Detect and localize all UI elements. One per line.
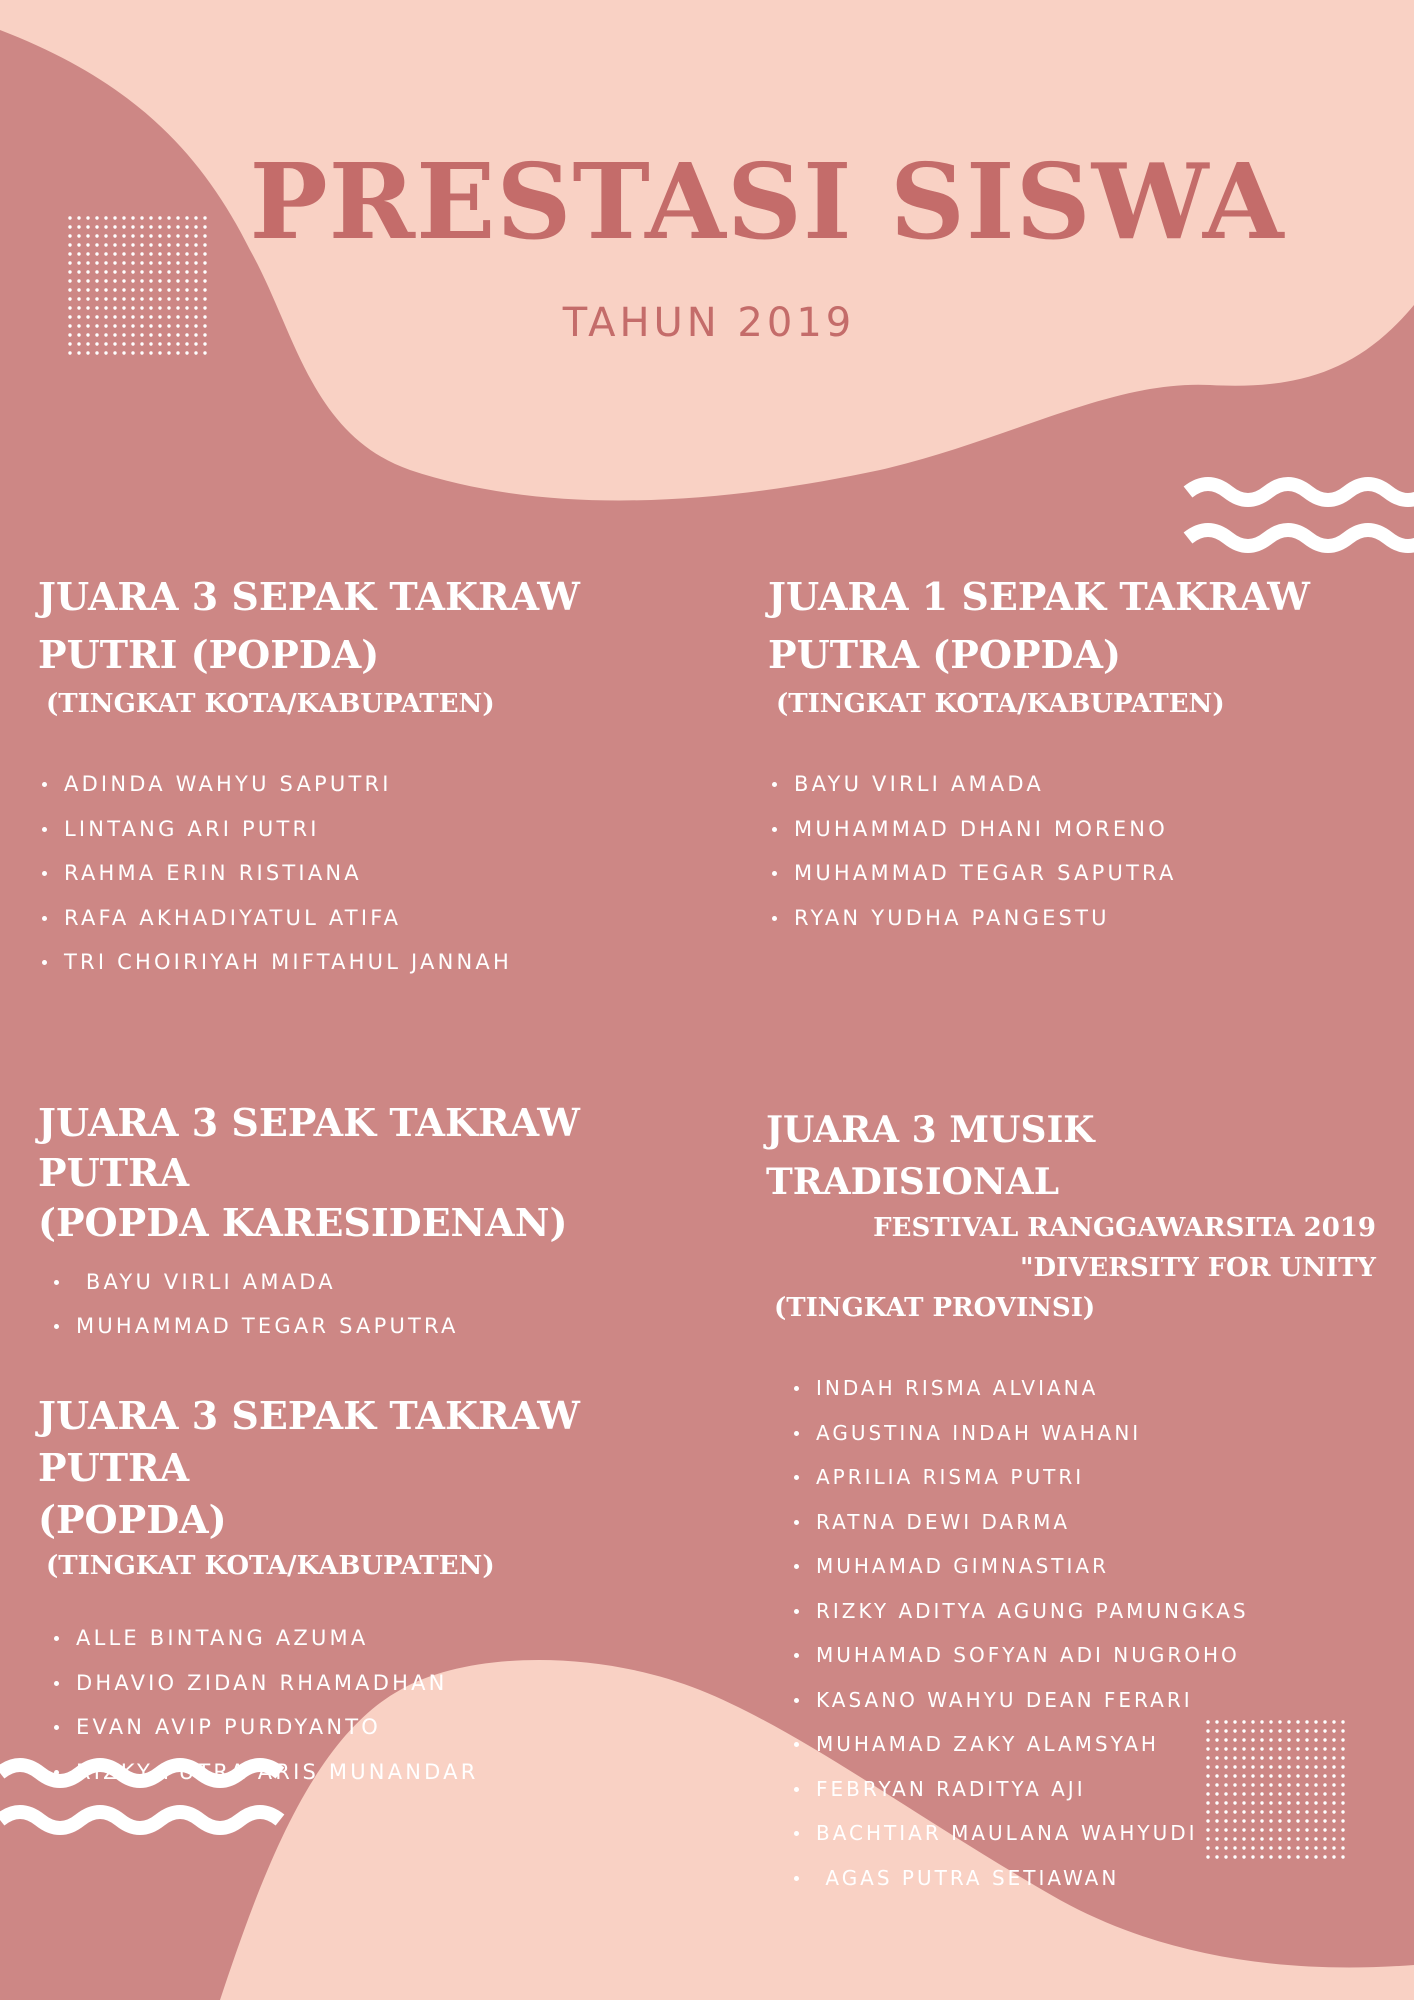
page-title: PRESTASI SISWA — [249, 140, 1285, 263]
decor-dot — [194, 351, 197, 354]
decor-dot — [77, 288, 80, 291]
section-heading: JUARA 3 MUSIK TRADISIONAL — [766, 1109, 1095, 1203]
list-item: MUHAMMAD TEGAR SAPUTRA — [768, 851, 1388, 896]
section-level: (TINGKAT KOTA/KABUPATEN) — [46, 1551, 495, 1581]
decor-dot — [68, 270, 71, 273]
decor-dot — [104, 270, 107, 273]
decor-dot — [149, 351, 152, 354]
list-item: TRI CHOIRIYAH MIFTAHUL JANNAH — [38, 940, 638, 985]
decor-dot — [140, 279, 143, 282]
decor-dot — [77, 279, 80, 282]
list-item: RIZKY ADITYA AGUNG PAMUNGKAS — [790, 1589, 1356, 1634]
list-item: MUHAMAD ZAKY ALAMSYAH — [790, 1722, 1376, 1767]
list-item: RAFA AKHADIYATUL ATIFA — [38, 896, 638, 941]
decor-dot — [185, 288, 188, 291]
section-heading: JUARA 3 SEPAK TAKRAW PUTRA — [38, 1100, 580, 1195]
list-item: RIZKY PUTRA ARIS MUNANDAR — [50, 1750, 658, 1795]
list-item: KASANO WAHYU DEAN FERARI — [790, 1678, 1376, 1723]
festival-name: FESTIVAL RANGGAWARSITA 2019 — [873, 1213, 1376, 1243]
member-list — [38, 1616, 658, 1794]
decor-dot — [86, 270, 89, 273]
list-item: RYAN YUDHA PANGESTU — [768, 896, 1388, 941]
decor-dot — [185, 351, 188, 354]
decor-dot — [77, 351, 80, 354]
section-heading: PUTRI (POPDA) — [38, 632, 380, 677]
decor-dot — [122, 288, 125, 291]
section-level: (TINGKAT PROVINSI) — [774, 1293, 1096, 1323]
achievement-section-putri-takraw — [38, 568, 638, 985]
decor-dot — [95, 288, 98, 291]
decor-dot — [194, 279, 197, 282]
list-item: BAYU VIRLI AMADA — [768, 762, 1388, 807]
member-list — [38, 762, 638, 985]
decor-dot — [167, 270, 170, 273]
list-item: MUHAMAD GIMNASTIAR — [790, 1544, 1376, 1589]
decor-dot — [203, 288, 206, 291]
list-item: RATNA DEWI DARMA — [790, 1500, 1376, 1545]
section-heading: JUARA 3 SEPAK TAKRAW PUTRA — [38, 1393, 580, 1490]
decor-dot — [203, 279, 206, 282]
list-item: ADINDA WAHYU SAPUTRI — [38, 762, 638, 807]
decor-dot — [86, 351, 89, 354]
decor-dot — [104, 288, 107, 291]
decor-dot — [113, 279, 116, 282]
decor-dot — [176, 279, 179, 282]
decor-dot — [176, 351, 179, 354]
list-item: MUHAMAD SOFYAN ADI NUGROHO — [790, 1633, 1376, 1678]
decor-dot — [122, 351, 125, 354]
list-item: DHAVIO ZIDAN RHAMADHAN — [50, 1661, 658, 1706]
decor-dot — [158, 351, 161, 354]
decor-dot — [149, 270, 152, 273]
list-item: APRILIA RISMA PUTRI — [790, 1455, 1376, 1500]
decor-dot — [68, 279, 71, 282]
decor-dot — [185, 279, 188, 282]
decor-dot — [131, 351, 134, 354]
list-item: INDAH RISMA ALVIANA — [790, 1366, 1376, 1411]
achievement-section-karesidenan — [38, 1098, 658, 1348]
decor-dot — [86, 288, 89, 291]
decor-dot — [131, 270, 134, 273]
decor-dot — [158, 270, 161, 273]
achievement-section-putra-takraw-juara1 — [768, 568, 1388, 940]
decor-dot — [77, 270, 80, 273]
decor-dot — [113, 351, 116, 354]
squiggle-top-right — [1188, 484, 1414, 546]
decor-dot — [68, 351, 71, 354]
decor-dot — [194, 270, 197, 273]
decor-dot — [167, 279, 170, 282]
decor-dot — [95, 351, 98, 354]
list-item: EVAN AVIP PURDYANTO — [50, 1705, 658, 1750]
list-item: ALLE BINTANG AZUMA — [50, 1616, 658, 1661]
section-level: (TINGKAT KOTA/KABUPATEN) — [46, 689, 495, 719]
decor-dot — [131, 279, 134, 282]
decor-dot — [131, 288, 134, 291]
decor-dot — [149, 288, 152, 291]
decor-dot — [167, 288, 170, 291]
decor-dot — [167, 351, 170, 354]
decor-dot — [176, 270, 179, 273]
decor-dot — [185, 270, 188, 273]
section-heading: JUARA 3 SEPAK TAKRAW — [38, 574, 580, 619]
list-item: FEBRYAN RADITYA AJI — [790, 1767, 1376, 1812]
list-item: AGAS PUTRA SETIAWAN — [790, 1856, 1376, 1901]
decor-dot — [149, 279, 152, 282]
decor-dot — [203, 351, 206, 354]
section-heading: (POPDA KARESIDENAN) — [38, 1200, 568, 1245]
page-subtitle: TAHUN 2019 — [562, 300, 856, 346]
decor-dot — [104, 351, 107, 354]
list-item: LINTANG ARI PUTRI — [38, 807, 638, 852]
decor-dot — [95, 279, 98, 282]
member-list — [766, 1366, 1376, 1900]
decor-dot — [140, 288, 143, 291]
decor-dot — [194, 288, 197, 291]
section-heading: PUTRA (POPDA) — [768, 632, 1121, 677]
decor-dot — [176, 288, 179, 291]
list-item: BAYU VIRLI AMADA — [50, 1260, 658, 1304]
decor-dot — [86, 279, 89, 282]
decor-dot — [122, 270, 125, 273]
list-item: AGUSTINA INDAH WAHANI — [790, 1411, 1376, 1456]
list-item: MUHAMMAD TEGAR SAPUTRA — [50, 1304, 658, 1348]
member-list — [768, 762, 1388, 940]
section-level: (TINGKAT KOTA/KABUPATEN) — [776, 689, 1225, 719]
decor-dot — [122, 279, 125, 282]
decor-dot — [113, 270, 116, 273]
achievement-section-musik-tradisional — [766, 1104, 1376, 1900]
festival-tagline: "DIVERSITY FOR UNITY — [1019, 1253, 1376, 1283]
section-heading: (POPDA) — [38, 1497, 227, 1542]
decor-dot — [68, 288, 71, 291]
decor-dot — [158, 288, 161, 291]
section-heading: JUARA 1 SEPAK TAKRAW — [768, 574, 1310, 619]
decor-dot — [113, 288, 116, 291]
list-item: BACHTIAR MAULANA WAHYUDI — [790, 1811, 1376, 1856]
decor-dot — [140, 351, 143, 354]
decor-dot — [95, 270, 98, 273]
decor-dot — [203, 270, 206, 273]
decor-dot — [104, 279, 107, 282]
decor-dot — [158, 279, 161, 282]
member-list — [38, 1260, 658, 1348]
list-item: MUHAMMAD DHANI MORENO — [768, 807, 1388, 852]
decor-dot — [140, 270, 143, 273]
list-item: RAHMA ERIN RISTIANA — [38, 851, 638, 896]
achievement-section-putra-takraw-juara3 — [38, 1390, 658, 1794]
